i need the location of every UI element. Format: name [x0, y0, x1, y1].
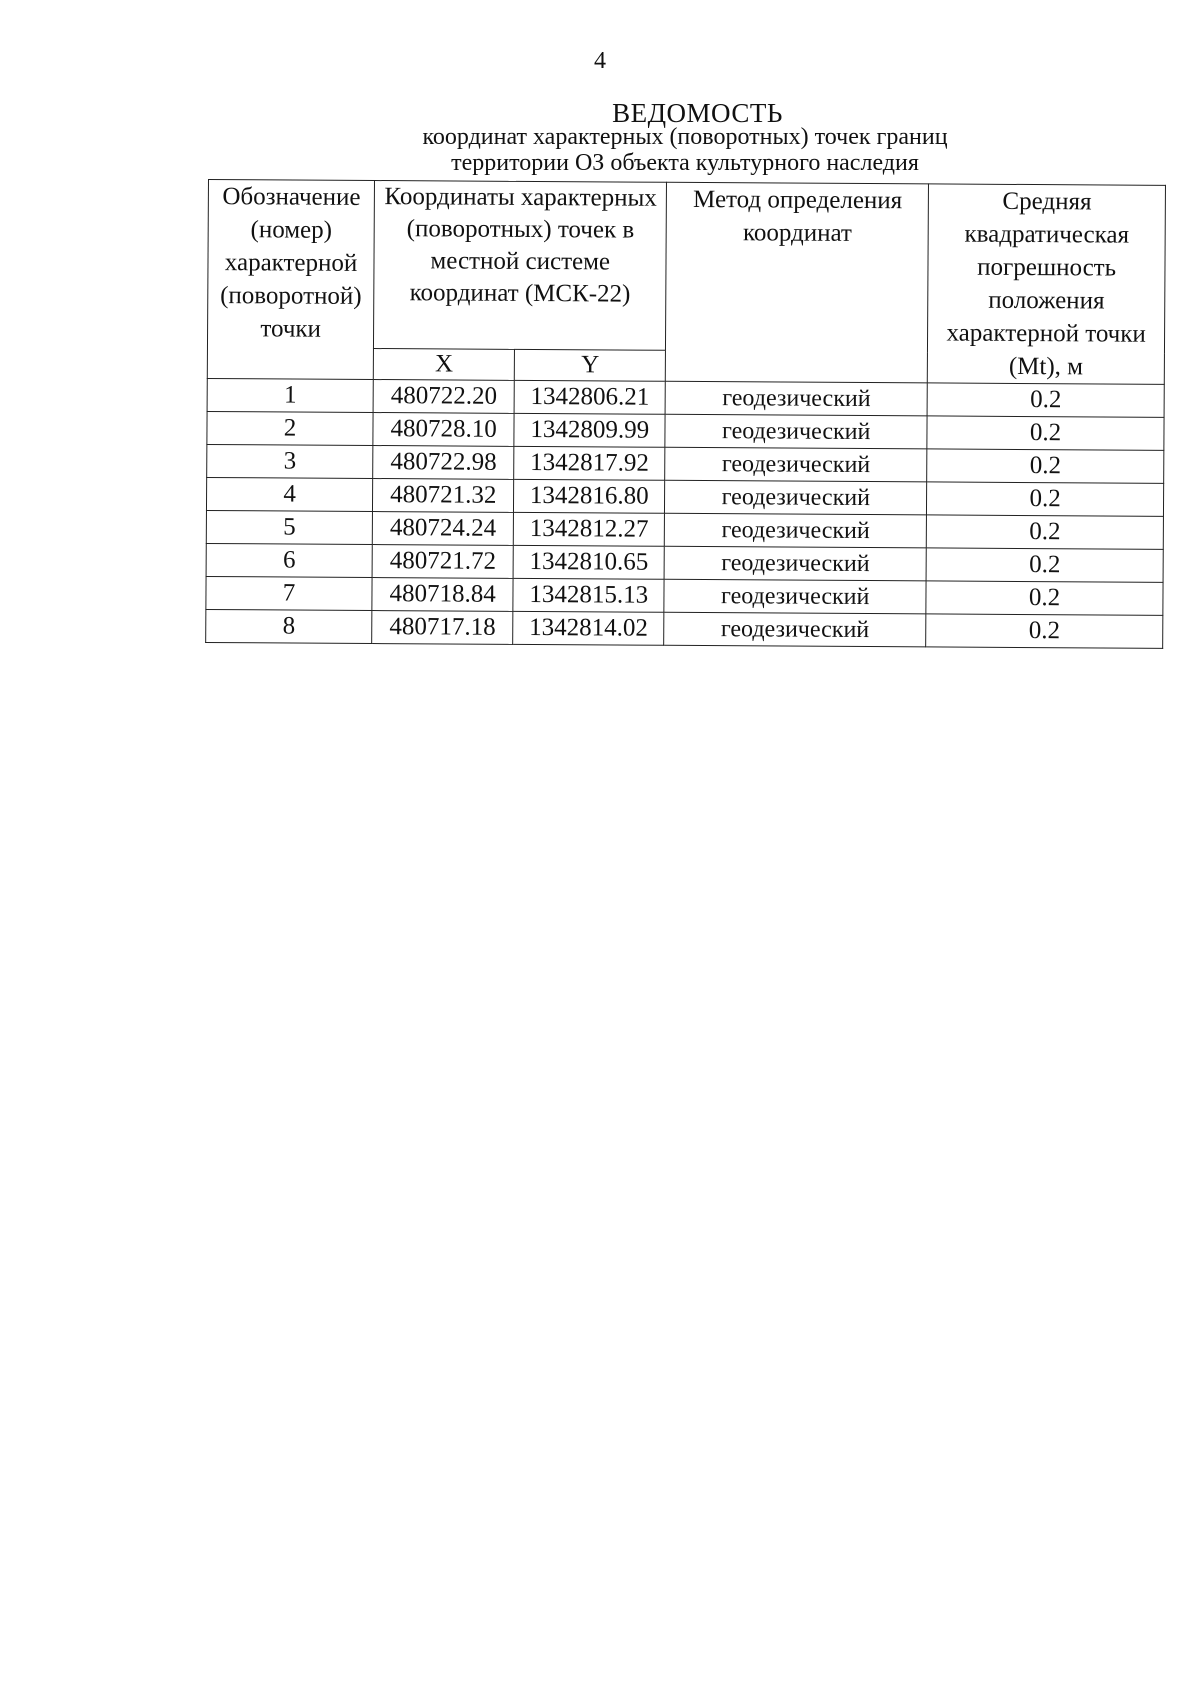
error-cell: 0.2 — [927, 449, 1164, 483]
x-coordinate-cell: 480717.18 — [372, 611, 513, 645]
y-coordinate-cell: 1342809.99 — [514, 413, 665, 447]
y-coordinate-cell: 1342812.27 — [514, 512, 665, 546]
header-error: Средняя квадратическая погрешность положения характерной точки (Mt), м — [928, 184, 1166, 384]
coordinates-table — [205, 179, 1166, 649]
point-number-cell: 6 — [206, 543, 372, 577]
point-number-cell: 1 — [207, 378, 373, 412]
point-number-cell: 8 — [206, 609, 372, 643]
error-cell: 0.2 — [927, 482, 1164, 516]
method-cell: геодезический — [665, 513, 927, 548]
y-coordinate-cell: 1342810.65 — [513, 545, 664, 579]
method-cell: геодезический — [664, 612, 926, 647]
header-point-id: Обозначение (номер) характерной (поворотной) точки — [207, 180, 374, 380]
x-coordinate-cell: 480721.32 — [373, 479, 514, 513]
y-coordinate-cell: 1342817.92 — [514, 446, 665, 480]
error-cell: 0.2 — [926, 515, 1163, 549]
method-cell: геодезический — [665, 480, 927, 515]
header-method: Метод определения координат — [666, 182, 929, 383]
y-coordinate-cell: 1342814.02 — [513, 611, 664, 645]
point-number-cell: 2 — [207, 411, 373, 445]
point-number-cell: 5 — [206, 510, 372, 544]
x-coordinate-cell: 480728.10 — [373, 413, 514, 447]
page-number: 4 — [594, 48, 606, 74]
header-x: X — [373, 349, 514, 381]
error-cell: 0.2 — [927, 416, 1164, 450]
y-coordinate-cell: 1342806.21 — [514, 380, 665, 414]
y-coordinate-cell: 1342815.13 — [513, 578, 664, 612]
header-coordinates: Координаты характерных (поворотных) точек в местной системе координат (МСК-22) — [374, 181, 667, 351]
method-cell: геодезический — [664, 546, 926, 581]
table-header-row — [207, 180, 1165, 354]
point-number-cell: 3 — [207, 444, 373, 478]
method-cell: геодезический — [664, 579, 926, 614]
point-number-cell: 4 — [206, 477, 372, 511]
document-title: ВЕДОМОСТЬ — [612, 98, 783, 128]
x-coordinate-cell: 480724.24 — [372, 512, 513, 546]
y-coordinate-cell: 1342816.80 — [514, 479, 665, 513]
x-coordinate-cell: 480722.20 — [373, 380, 514, 414]
method-cell: геодезический — [665, 414, 927, 449]
x-coordinate-cell: 480718.84 — [372, 578, 513, 612]
document-subtitle: координат характерных (поворотных) точек границ территории ОЗ объекта культурного наследия — [422, 124, 948, 176]
x-coordinate-cell: 480721.72 — [372, 545, 513, 579]
error-cell: 0.2 — [927, 383, 1164, 417]
point-number-cell: 7 — [206, 576, 372, 610]
method-cell: геодезический — [665, 381, 927, 416]
error-cell: 0.2 — [926, 581, 1163, 615]
error-cell: 0.2 — [926, 614, 1163, 648]
header-y: Y — [515, 349, 666, 381]
table-row — [206, 609, 1163, 648]
x-coordinate-cell: 480722.98 — [373, 446, 514, 480]
method-cell: геодезический — [665, 447, 927, 482]
error-cell: 0.2 — [926, 548, 1163, 582]
